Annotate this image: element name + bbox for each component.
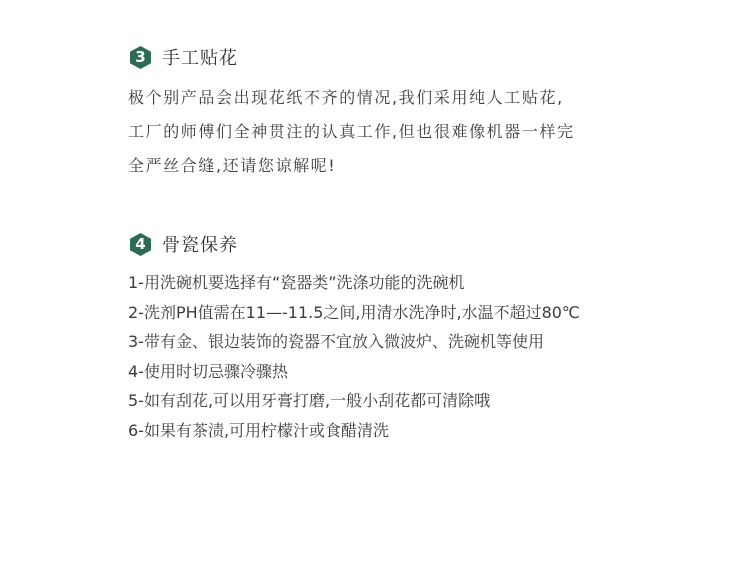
paragraph-line: 全严丝合缝,还请您谅解呢! <box>128 156 337 175</box>
badge-number: 3 <box>135 47 146 66</box>
section-heading <box>128 230 710 258</box>
list-item: 2-洗剂PH值需在11—-11.5之间,用清水洗净时,水温不超过80℃ <box>128 302 580 322</box>
section-paragraph <box>128 81 628 183</box>
paragraph-line: 工厂的师傅们全神贯注的认真工作,但也很难像机器一样完 <box>128 122 575 141</box>
list-item: 6-如果有茶渍,可用柠檬汁或食醋清洗 <box>128 420 390 440</box>
section-bone-china-care <box>128 230 710 461</box>
list-item: 1-用洗碗机要选择有“瓷器类”洗涤功能的洗碗机 <box>128 273 465 292</box>
number-badge-icon <box>128 232 153 257</box>
list-item: 5-如有刮花,可以用牙膏打磨,一般小刮花都可清除哦 <box>128 391 491 410</box>
care-instructions-list <box>128 268 710 445</box>
badge-number: 4 <box>135 234 146 253</box>
list-item: 3-带有金、银边装饰的瓷器不宜放入微波炉、洗碗机等使用 <box>128 332 544 351</box>
paragraph-line: 极个别产品会出现花纸不齐的情况,我们采用纯人工贴花, <box>128 88 564 107</box>
section-heading <box>128 43 710 71</box>
section-handcraft-decal <box>128 43 710 183</box>
number-badge-icon <box>128 45 153 70</box>
list-item: 4-使用时切忌骤冷骤热 <box>128 361 288 381</box>
section-title: 手工贴花 <box>162 48 238 69</box>
section-title: 骨瓷保养 <box>162 235 238 256</box>
